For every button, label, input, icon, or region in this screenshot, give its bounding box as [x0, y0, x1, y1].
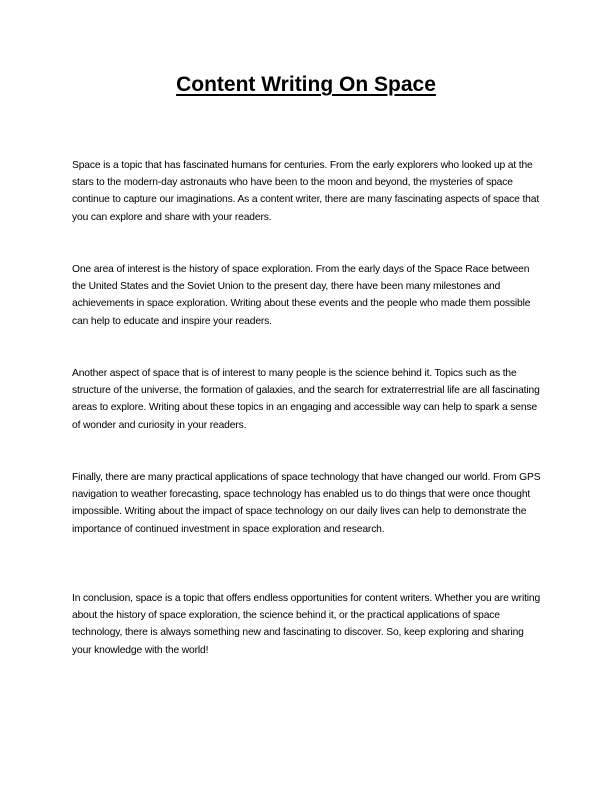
document-title — [0, 71, 612, 99]
paragraph-science: Another aspect of space that is of interest to many people is the science behind it. Topics such as the structure of the universe, the formation of galaxies, and the search for extraterrestrial life are all fascinating areas to explore. Writing about these topics in an engaging and accessible way can help to spark a sense of wonder and curiosity in your readers. — [72, 368, 540, 431]
paragraph-applications: Finally, there are many practical applications of space technology that have changed our world. From GPS navigation to weather forecasting, space technology has enabled us to do things that were once thought impossible. Writing about the impact of space technology on our daily lives can help to demonstrate the importance of continued investment in space exploration and research. — [72, 472, 541, 535]
document-title-text: Content Writing On Space — [176, 73, 436, 96]
paragraph-intro: Space is a topic that has fascinated humans for centuries. From the early explorers who looked up at the stars to the modern-day astronauts who have been to the moon and beyond, the mysteries of space continue to capture our imaginations. As a content writer, there are many fascinating aspects of space that you can explore and share with your readers. — [72, 160, 540, 223]
paragraph-conclusion: In conclusion, space is a topic that offers endless opportunities for content writers. Whether you are writing about the history of space exploration, the science behind it, or the practical applications of space technology, there is always something new and fascinating to discover. So, keep exploring and sharing your knowledge with the world! — [72, 593, 541, 656]
paragraph-history: One area of interest is the history of space exploration. From the early days of the Space Race between the United States and the Soviet Union to the present day, there have been many milestones and achievements in space exploration. Writing about these events and the people who made them possible can help to educate and inspire your readers. — [72, 264, 531, 327]
